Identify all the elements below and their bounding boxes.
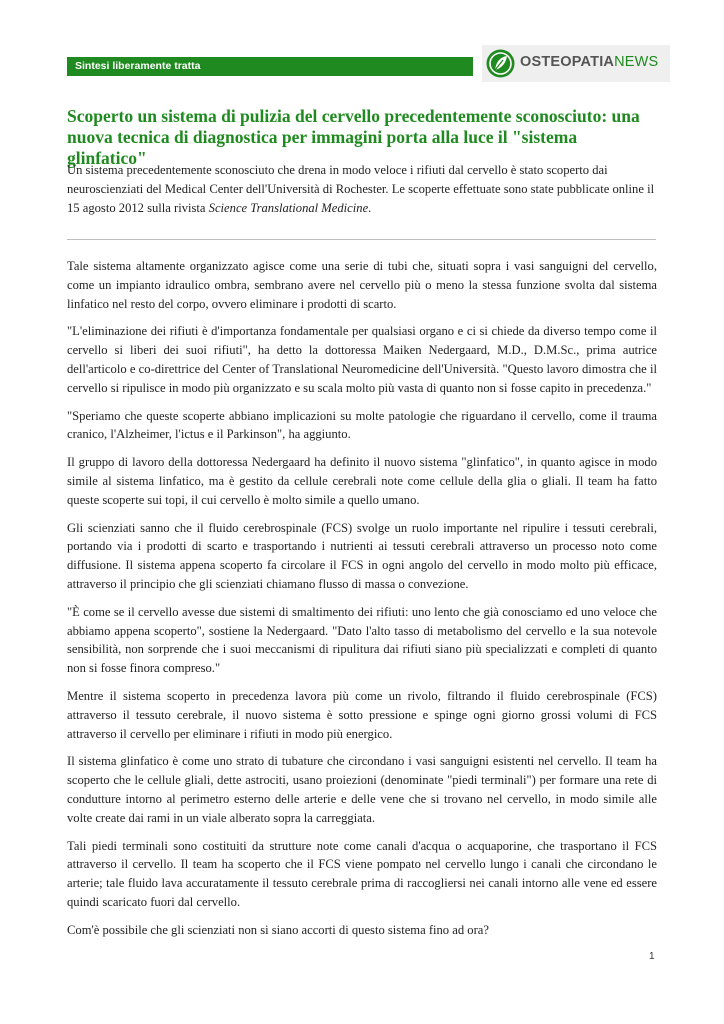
body-paragraph: Tale sistema altamente organizzato agisce come una serie di tubi che, situati sopra i vasi sanguigni del cervello, come un impianto idraulico ombra, sembrano avere nel cervello più o meno la stessa funzione svolta dal sistema linfatico nel resto del corpo, ovvero eliminare i prodotti di scarto.: [67, 259, 657, 311]
body-paragraph: Il sistema glinfatico è come uno strato di tubature che circondano i vasi sanguigni esistenti nel cervello. Il team ha scoperto che le cellule gliali, dette astrociti, usano proiezioni (denominate "piedi terminali") per formare una rete di condutture intorno al perimetro esterno delle arterie e delle vene che si trovano nel cervello, in modo simile alle volte create dai rami in un viale alberato sopra la carreggiata.: [67, 754, 657, 825]
article-title: Scoperto un sistema di pulizia del cervello precedentemente sconosciuto: una nuova tecnica di diagnostica per immagini porta alla luce il "sistema glinfatico": [67, 106, 640, 168]
body-paragraph: "L'eliminazione dei rifiuti è d'importanza fondamentale per qualsiasi organo e ci si chiede da diverso tempo come il cervello si liberi dei suoi rifiuti", ha detto la dottoressa Maiken Nedergaard, M.D., D.M.Sc., prima autrice dell'articolo e co-direttrice del Center of Translational Neuromedicine dell'Università. "Questo lavoro dimostra che il cervello si ripulisce in modo più organizzato e su scala molto più vasta di quanto non si fosse capito in precedenza.": [67, 324, 657, 395]
header-banner: [67, 57, 473, 76]
body-paragraph: "È come se il cervello avesse due sistemi di smaltimento dei rifiuti: uno lento che già conosciamo ed uno veloce che abbiamo appena scoperto", sostiene la Nedergaard. "Dato l'alto tasso di metabolismo del cervello e la sua notevole sensibilità, non sorprende che i suoi meccanismi di ripulitura dai rifiuti siano più specializzati e completi di quanto non si fosse finora compreso.": [67, 604, 657, 676]
intro-journal-name: Science Translational Medicine: [208, 201, 369, 215]
logo-text: [520, 54, 658, 70]
body-paragraph: Gli scienziati sanno che il fluido cerebrospinale (FCS) svolge un ruolo importante nel ripulire i tessuti cerebrali, portando via i prodotti di scarto e trasportando i nutrienti ai tessuti cerebrali attraverso un processo noto come diffusione. Il sistema appena scoperto fa circolare il FCS in ogni angolo del cervello in modo molto più efficace, attraverso il principio che gli scienziati chiamano flusso di massa o convezione.: [67, 520, 657, 591]
body-paragraph: Tali piedi terminali sono costituiti da strutture note come canali d'acqua o acquaporine, che trasportano il FCS attraverso il cervello. Il team ha scoperto che il FCS viene pompato nel cervello lungo i canali che circondano le arterie; tale fluido lava accuratamente il tessuto cerebrale prima di raccogliersi nei canali intorno alle vene ed essere quindi scaricato fuori dal cervello.: [67, 838, 657, 909]
logo-text-osteopatia: OSTEOPATIA: [520, 54, 615, 70]
body-paragraph: Mentre il sistema scoperto in precedenza lavora più come un rivolo, filtrando il fluido cerebrospinale (FCS) attraverso il tessuto cerebrale, il nuovo sistema è sotto pressione e spinge ogni giorno grossi volumi di FCS attraverso il cervello per eliminare i rifiuti in modo più energico.: [67, 688, 657, 741]
leaf-circle-icon: [485, 48, 516, 79]
page-number: 1: [649, 951, 655, 962]
article-body: [67, 257, 657, 949]
header-banner-label: Sintesi liberamente tratta: [75, 60, 201, 72]
article-intro: [67, 161, 657, 218]
osteopatianews-logo: [482, 45, 670, 82]
intro-end: .: [368, 201, 372, 215]
intro-text: Un sistema precedentemente sconosciuto che drena in modo veloce i rifiuti dal cervello è stato scoperto dai neuroscienziati del Medical Center dell'Università di Rochester. Le scoperte effettuate sono state pubblicate online il 15 agosto 2012 sulla rivista: [67, 163, 655, 215]
body-paragraph: Com'è possibile che gli scienziati non si siano accorti di questo sistema fino ad ora?: [67, 922, 489, 937]
logo-text-news: NEWS: [614, 54, 659, 70]
body-paragraph: Il gruppo di lavoro della dottoressa Nedergaard ha definito il nuovo sistema "glinfatico", in quanto agisce in modo simile al sistema linfatico, ma è gestito da cellule cerebrali note come cellule della glia o gliali. Il team ha fatto queste scoperte sui topi, il cui cervello è molto simile a quello umano.: [67, 455, 657, 507]
body-paragraph: "Speriamo che queste scoperte abbiano implicazioni su molte patologie che riguardano il cervello, come il trauma cranico, l'Alzheimer, l'ictus e il Parkinson", ha aggiunto.: [67, 408, 657, 442]
section-divider: [67, 239, 656, 240]
